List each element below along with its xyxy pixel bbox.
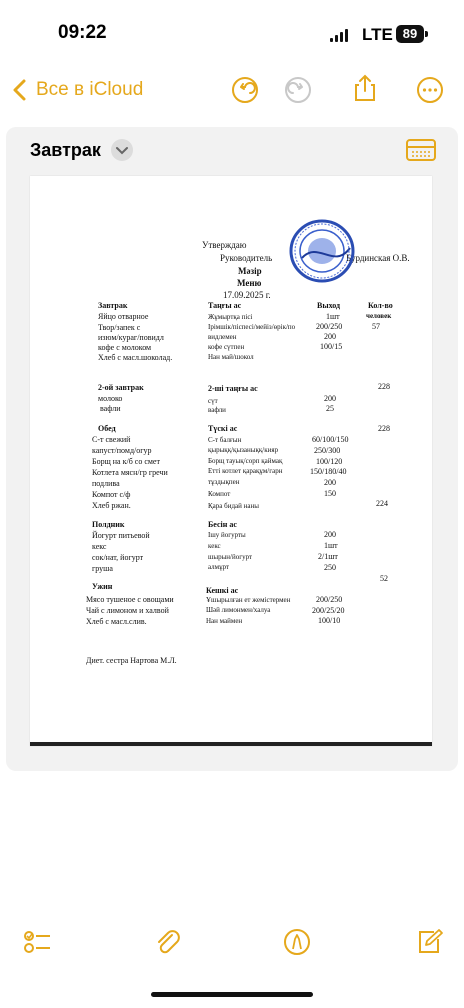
doc-col-ru: Завтрак — [98, 301, 128, 310]
item-ru: Яйцо отварное — [98, 312, 149, 321]
doc-col-kz: Таңғы ас — [208, 301, 242, 310]
status-time: 09:22 — [58, 22, 107, 43]
item-kz: Ірімшік/піспесі/мейіз/өрік/по — [208, 323, 296, 331]
item-ru: Твор/запек с — [98, 323, 141, 332]
item-kz: кекс — [208, 542, 221, 550]
doc-col-qty2: человек — [366, 312, 392, 320]
item-ru: груша — [92, 564, 113, 573]
item-ru: Компот с/ф — [92, 490, 131, 499]
redo-icon[interactable] — [283, 75, 313, 105]
item-kz: кофе сүтпен — [208, 343, 245, 351]
battery-icon: 89 — [396, 25, 424, 43]
back-button[interactable]: Все в iCloud — [36, 79, 144, 100]
compose-icon[interactable] — [414, 927, 444, 957]
item-kz: вафли — [208, 406, 226, 414]
battery-tip — [425, 31, 428, 37]
item-kz: Компот — [208, 490, 231, 498]
item-kz: Жұмыртқа пісі — [208, 313, 253, 321]
item-out: 200 — [324, 478, 336, 487]
item-out: 250/300 — [314, 446, 341, 455]
dinner-title-kz: Кешкі ас — [206, 586, 239, 595]
stamp-seal — [288, 218, 360, 284]
doc-director: Руководитель — [220, 253, 273, 263]
ellipsis-icon[interactable] — [415, 75, 445, 105]
doc-col-qty: Кол-во — [368, 301, 393, 310]
section-count: 224 — [376, 499, 388, 508]
item-ru: Борщ на к/б со смет — [92, 457, 160, 466]
doc-footer: Диет. сестра Нартова М.Л. — [86, 656, 177, 665]
doc-approve: Утверждаю — [202, 240, 247, 250]
scanned-document[interactable] — [30, 176, 432, 746]
item-kz: С-т балғын — [208, 436, 242, 444]
document-edge — [30, 742, 432, 746]
item-ru: изюм/кураг/повидл — [98, 333, 164, 342]
signal-icon — [330, 28, 352, 42]
item-out: 25 — [326, 404, 334, 413]
item-kz: Етті котлет қарақұм/гарн — [208, 467, 283, 475]
chevron-down-icon[interactable] — [111, 139, 133, 161]
item-out: 200 — [324, 394, 336, 403]
item-kz: алмұрт — [208, 563, 230, 571]
item-out: 100/15 — [320, 342, 343, 351]
item-out: 200/25/20 — [312, 606, 345, 615]
item-ru: Чай с лимоном и халвой — [86, 606, 169, 615]
item-out: 1шт — [326, 312, 340, 321]
item-kz: Борщ тауық/сорп қаймақ — [208, 457, 283, 465]
item-ru: молоко — [98, 394, 123, 403]
item-out: 200 — [324, 332, 336, 341]
doc-menu-title: Меню — [237, 278, 262, 288]
lunch-title-kz: Түскі ас — [208, 424, 238, 433]
paperclip-icon[interactable] — [152, 927, 182, 957]
doc-kz-approve: Мәзір — [238, 266, 262, 276]
scan-icon[interactable] — [405, 138, 437, 162]
item-kz: Шәй лимонмен/халуа — [206, 606, 271, 614]
item-ru: Хлеб с масл.слив. — [86, 617, 147, 626]
item-ru: кофе с молоком — [98, 343, 152, 352]
doc-date: 17.09.2025 г. — [223, 290, 271, 300]
undo-icon[interactable] — [230, 75, 260, 105]
lunch-title-ru: Обед — [98, 424, 116, 433]
pen-icon[interactable] — [282, 927, 312, 957]
item-ru: Мясо тушеное с овощами — [86, 595, 174, 604]
section-count: 228 — [378, 382, 390, 391]
section-count: 52 — [380, 574, 388, 583]
item-kz: сүт — [208, 397, 218, 405]
item-kz: шырын/йогурт — [208, 553, 253, 561]
snack-title-ru: Полдник — [92, 520, 125, 529]
item-out: 200/250 — [316, 322, 343, 331]
item-kz: Қара бидай наны — [208, 502, 259, 510]
item-out: 250 — [324, 563, 336, 572]
item-out: 150/180/40 — [310, 467, 347, 476]
item-ru: Йогурт питьевой — [92, 531, 150, 540]
section-count: 228 — [378, 424, 390, 433]
item-out: 200/250 — [316, 595, 343, 604]
item-ru: Хлеб ржан. — [92, 501, 131, 510]
item-ru: капуст/помд/огур — [92, 446, 152, 455]
snack-title-kz: Бесін ас — [208, 520, 237, 529]
network-label: LTE — [362, 25, 393, 44]
section-count: 57 — [372, 322, 380, 331]
item-out: 1шт — [324, 541, 338, 550]
item-ru: С-т свежий — [92, 435, 131, 444]
item-out: 2/1шт — [318, 552, 338, 561]
dinner-title-ru: Ужин — [92, 582, 113, 591]
doc-col-out: Выход — [317, 301, 341, 310]
item-kz: Ішу йогурты — [208, 531, 246, 539]
breakfast2-title-kz: 2-ші таңғы ас — [208, 384, 258, 393]
item-ru: кекс — [92, 542, 107, 551]
item-out: 200 — [324, 530, 336, 539]
item-ru: Хлеб с масл.шоколад. — [98, 353, 173, 362]
breakfast2-title-ru: 2-ой завтрак — [98, 383, 144, 392]
checklist-icon[interactable] — [22, 927, 52, 957]
item-out: 60/100/150 — [312, 435, 349, 444]
item-ru: сок/нат, йогурт — [92, 553, 144, 562]
item-kz: Нан маймен — [206, 617, 243, 625]
item-kz: қырыққ/қызаныққ/кияр — [208, 446, 279, 454]
doc-director-name: Бурдинская О.В. — [346, 253, 410, 263]
item-ru: Котлета мясн/гр гречи — [92, 468, 168, 477]
item-kz: видлемен — [208, 333, 237, 341]
note-title[interactable]: Завтрак — [30, 140, 101, 160]
share-icon[interactable] — [350, 73, 380, 103]
chevron-left-icon[interactable] — [10, 78, 30, 102]
item-ru: вафли — [100, 404, 121, 413]
item-kz: тұздықпен — [208, 478, 240, 486]
item-out: 100/10 — [318, 616, 341, 625]
item-out: 100/120 — [316, 457, 343, 466]
item-kz: Нан май/шокол — [208, 353, 254, 361]
item-ru: подлива — [92, 479, 120, 488]
home-indicator — [151, 992, 313, 997]
item-kz: Ұшырылған ет жемістермен — [206, 596, 291, 604]
item-out: 150 — [324, 489, 336, 498]
